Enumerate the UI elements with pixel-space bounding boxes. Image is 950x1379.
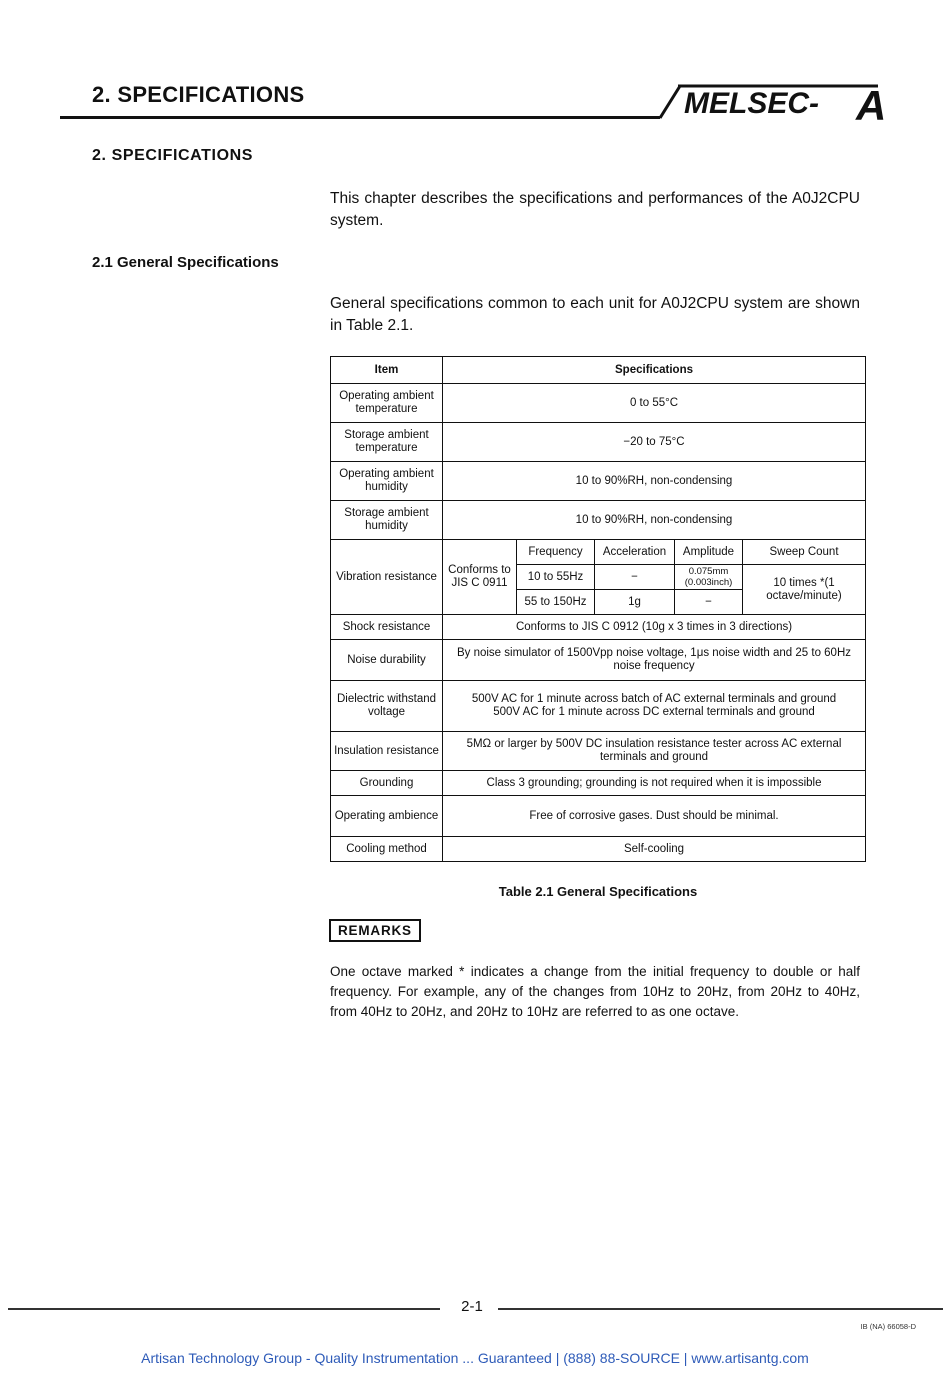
- vibration-r2-frequency: 55 to 150Hz: [517, 590, 595, 615]
- document-code: IB (NA) 66058-D: [860, 1322, 916, 1331]
- logo-text: MELSEC-: [684, 87, 819, 120]
- footer-rule-left: [8, 1308, 440, 1310]
- row-spec: Free of corrosive gases. Dust should be minimal.: [443, 796, 866, 837]
- vibration-r2-amplitude: −: [675, 590, 743, 615]
- remarks-text: One octave marked * indicates a change from the initial frequency to double or half frequency. For example, any of the changes from 10Hz to 20Hz, from 20Hz to 40Hz, from 40Hz to 20Hz, and 20Hz to 10Hz are referred to as one octave.: [330, 964, 860, 1019]
- vibration-col-frequency: Frequency: [517, 540, 595, 565]
- table-header-row: [331, 357, 866, 384]
- table-row-vibration-header: [331, 540, 866, 565]
- melsec-a-logo: [658, 80, 898, 122]
- row-item: Dielectric withstand voltage: [331, 681, 443, 732]
- row-item: Cooling method: [331, 837, 443, 862]
- row-item: Shock resistance: [331, 615, 443, 640]
- row-spec: Conforms to JIS C 0912 (10g x 3 times in 3 directions): [443, 615, 866, 640]
- footer-advert-link[interactable]: Artisan Technology Group - Quality Instrumentation ... Guaranteed | (888) 88-SOURCE | www.artisantg.com: [141, 1350, 809, 1366]
- row-item: Vibration resistance: [331, 540, 443, 615]
- row-spec: By noise simulator of 1500Vpp noise voltage, 1μs noise width and 25 to 60Hz noise frequency: [443, 640, 866, 681]
- general-specifications-table: [330, 356, 866, 862]
- table-row: [331, 423, 866, 462]
- row-spec: 10 to 90%RH, non-condensing: [443, 462, 866, 501]
- row-item: Operating ambience: [331, 796, 443, 837]
- row-item: Grounding: [331, 771, 443, 796]
- row-item: Storage ambient temperature: [331, 423, 443, 462]
- table-row: [331, 640, 866, 681]
- vibration-col-sweep: Sweep Count: [743, 540, 866, 565]
- vibration-r1-frequency: 10 to 55Hz: [517, 565, 595, 590]
- vibration-r1-amplitude: 0.075mm (0.003inch): [675, 565, 743, 590]
- row-spec: [443, 681, 866, 732]
- table-row: [331, 384, 866, 423]
- dielectric-spec-dc: 500V AC for 1 minute across DC external terminals and ground: [493, 706, 815, 718]
- header-rule: [60, 116, 660, 119]
- subsection-title: 2.1 General Specifications: [92, 254, 279, 271]
- chapter-header-title: 2. SPECIFICATIONS: [92, 82, 305, 107]
- table-row: [331, 681, 866, 732]
- row-item: Operating ambient temperature: [331, 384, 443, 423]
- row-item: Operating ambient humidity: [331, 462, 443, 501]
- vibration-r2-acceleration: 1g: [595, 590, 675, 615]
- header-spec: Specifications: [443, 357, 866, 384]
- table-caption: Table 2.1 General Specifications: [498, 884, 698, 899]
- row-item: Noise durability: [331, 640, 443, 681]
- footer-rule-right: [498, 1308, 943, 1310]
- row-spec: 10 to 90%RH, non-condensing: [443, 501, 866, 540]
- row-item: Insulation resistance: [331, 732, 443, 771]
- section-title: 2. SPECIFICATIONS: [92, 147, 254, 164]
- vibration-col-acceleration: Acceleration: [595, 540, 675, 565]
- table-row: [331, 771, 866, 796]
- row-spec: −20 to 75°C: [443, 423, 866, 462]
- section-intro: This chapter describes the specifications and performances of the A0J2CPU system.: [330, 190, 860, 229]
- remarks-label: REMARKS: [329, 919, 421, 942]
- row-spec: 0 to 55°C: [443, 384, 866, 423]
- logo-a-text: A: [856, 82, 887, 122]
- vibration-r1-acceleration: −: [595, 565, 675, 590]
- vibration-conforms: Conforms to JIS C 0911: [443, 540, 517, 615]
- header-item: Item: [331, 357, 443, 384]
- table-row: [331, 615, 866, 640]
- page-number: 2-1: [461, 1298, 483, 1315]
- subsection-intro: General specifications common to each unit for A0J2CPU system are shown in Table 2.1.: [330, 295, 860, 334]
- dielectric-spec-ac: 500V AC for 1 minute across batch of AC external terminals and ground: [471, 693, 837, 705]
- vibration-sweep: 10 times *(1 octave/minute): [743, 565, 866, 615]
- vibration-col-amplitude: Amplitude: [675, 540, 743, 565]
- table-row: [331, 501, 866, 540]
- row-spec: Self-cooling: [443, 837, 866, 862]
- row-spec: Class 3 grounding; grounding is not required when it is impossible: [443, 771, 866, 796]
- row-item: Storage ambient humidity: [331, 501, 443, 540]
- table-row: [331, 732, 866, 771]
- row-spec: 5MΩ or larger by 500V DC insulation resistance tester across AC external terminals and ground: [443, 732, 866, 771]
- table-row: [331, 837, 866, 862]
- table-row: [331, 462, 866, 501]
- table-row: [331, 796, 866, 837]
